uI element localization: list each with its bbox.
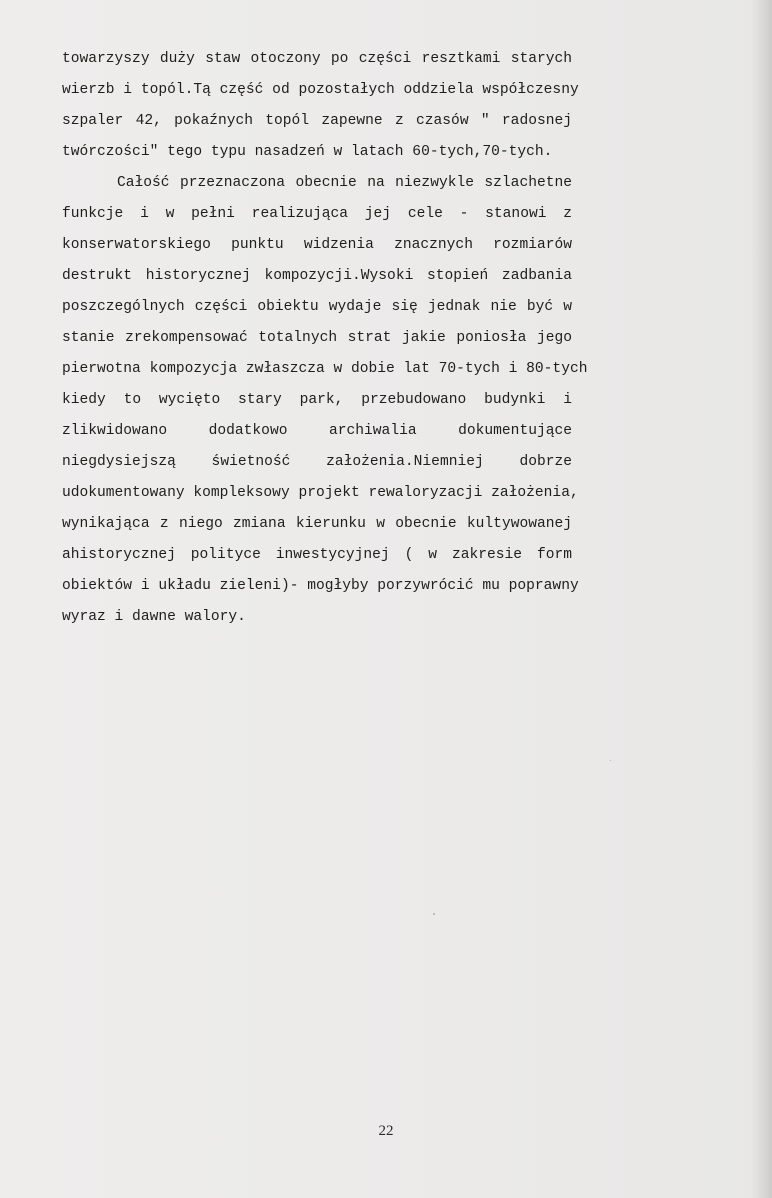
text-line: ahistorycznej polityce inwestycyjnej ( w zakresie form <box>62 547 572 563</box>
paragraph-first-line: Całość przeznaczona obecnie na niezwykle szlachetne <box>117 175 572 191</box>
text-line: destrukt historycznej kompozycji.Wysoki stopień zadbania <box>62 268 572 284</box>
scan-speck <box>433 913 435 915</box>
page-number: 22 <box>378 1123 394 1139</box>
text-line: szpaler 42, pokaźnych topól zapewne z czasów " radosnej <box>62 113 572 129</box>
text-line: kiedy to wycięto stary park, przebudowano budynki i <box>62 392 572 408</box>
body-text <box>62 44 588 633</box>
text-line: konserwatorskiego punktu widzenia znacznych rozmiarów <box>62 237 572 253</box>
text-line: stanie zrekompensować totalnych strat jakie poniosła jego <box>62 330 572 346</box>
text-line: wierzb i topól.Tą część od pozostałych oddziela współczesny <box>62 82 579 98</box>
text-line: towarzyszy duży staw otoczony po części resztkami starych <box>62 51 572 67</box>
text-line: pierwotna kompozycja zwłaszcza w dobie lat 70-tych i 80-tych <box>62 361 588 377</box>
text-line: twórczości" tego typu nasadzeń w latach 60-tych,70-tych. <box>62 144 553 160</box>
text-line: udokumentowany kompleksowy projekt rewaloryzacji założenia, <box>62 485 579 501</box>
scan-speck <box>610 760 611 761</box>
text-line: poszczególnych części obiektu wydaje się jednak nie być w <box>62 299 572 315</box>
page-edge-shadow <box>750 0 772 1198</box>
text-line: funkcje i w pełni realizująca jej cele - stanowi z <box>62 206 572 222</box>
text-line: wyraz i dawne walory. <box>62 609 246 625</box>
text-line: wynikająca z niego zmiana kierunku w obecnie kultywowanej <box>62 516 572 532</box>
text-line: obiektów i układu zieleni)- mogłyby porzywrócić mu poprawny <box>62 578 579 594</box>
text-line: zlikwidowano dodatkowo archiwalia dokumentujące <box>62 423 572 439</box>
text-line: niegdysiejszą świetność założenia.Niemniej dobrze <box>62 454 572 470</box>
